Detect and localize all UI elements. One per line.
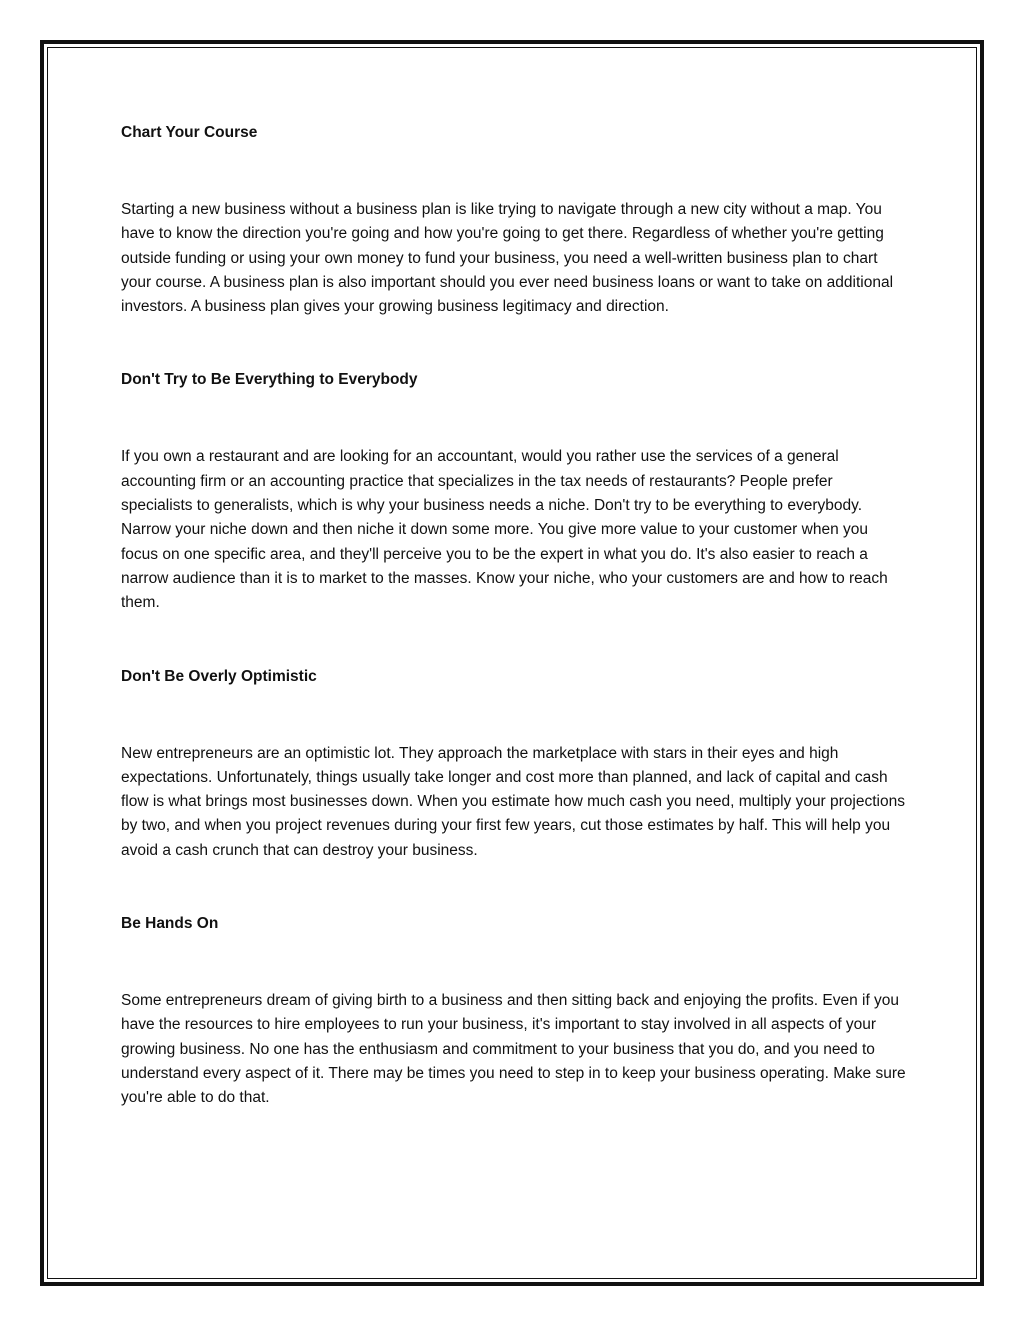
section-paragraph-chart-your-course: Starting a new business without a business plan is like trying to navigate through a new city without a map. You have to know the direction you're going and how you're going to get there. Regardless of whether you're getting outside funding or using your own money to fund your business, you need a well-written business plan to chart your course. A business plan is also important should you ever need business loans or want to take on additional investors. A business plan gives your growing business legitimacy and direction. — [121, 201, 894, 316]
section-heading-be-hands-on: Be Hands On — [121, 915, 219, 933]
section-heading-dont-be-overly-optimistic: Don't Be Overly Optimistic — [121, 667, 317, 685]
document-body — [121, 123, 906, 1111]
section-heading-dont-try-everything: Don't Try to Be Everything to Everybody — [121, 371, 418, 389]
section-paragraph-dont-be-overly-optimistic: New entrepreneurs are an optimistic lot. They approach the marketplace with stars in their eyes and high expectations. Unfortunately, things usually take longer and cost more than planned, and lack of capital and cash flow is what brings most businesses down. When you estimate how much cash you need, multiply your projections by two, and when you project revenues during your first few years, cut those estimates by half. This will help you avoid a cash crunch that can destroy your business. — [121, 744, 905, 859]
section-heading-chart-your-course: Chart Your Course — [121, 124, 258, 141]
section-paragraph-dont-try-everything: If you own a restaurant and are looking for an accountant, would you rather use the services of a general accounting firm or an accounting practice that specializes in the tax needs of restaurants? People prefer specialists to generalists, which is why your business needs a niche. Don't try to be everything to everybody. Narrow your niche down and then niche it down some more. You give more value to your customer when you focus on one specific area, and they'll perceive you to be the expert in what you do. It's also easier to reach a narrow audience than it is to market to the masses. Know your niche, who your customers are and how to reach them. — [121, 448, 888, 612]
section-paragraph-be-hands-on: Some entrepreneurs dream of giving birth to a business and then sitting back and enjoying the profits. Even if you have the resources to hire employees to run your business, it's important to stay involved in all aspects of your growing business. No one has the enthusiasm and commitment to your business that you do, and you need to understand every aspect of it. There may be times you need to step in to keep your business operating. Make sure you're able to do that. — [121, 992, 906, 1107]
